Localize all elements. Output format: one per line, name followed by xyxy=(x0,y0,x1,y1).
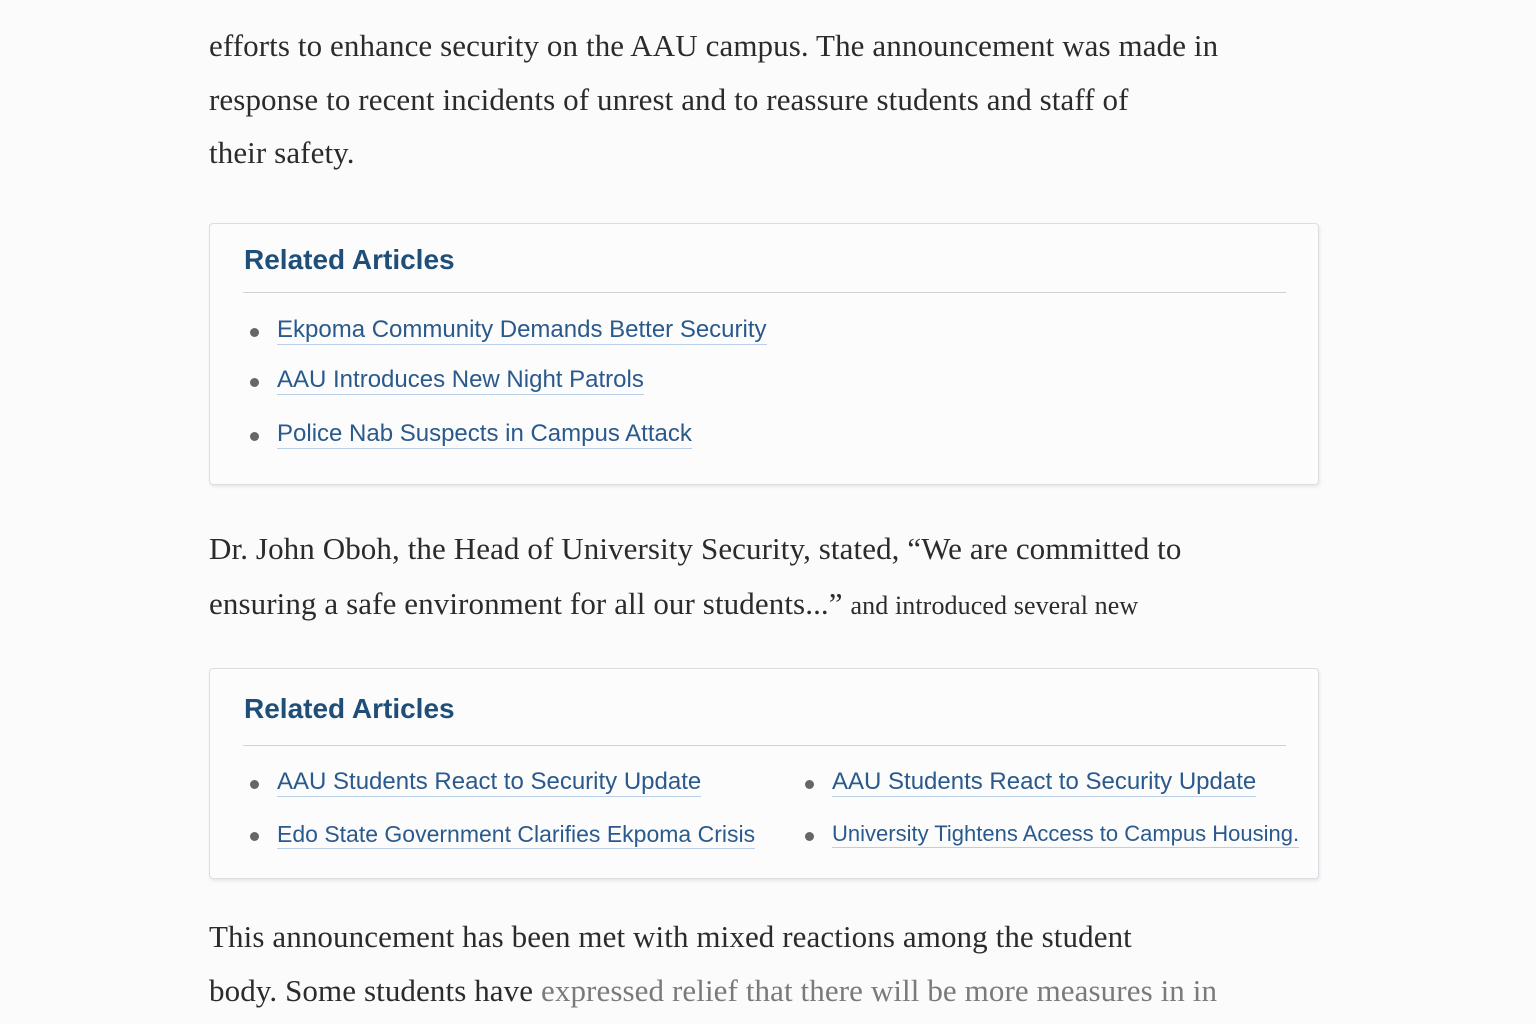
bullet-icon xyxy=(250,780,259,789)
related-link[interactable]: Police Nab Suspects in Campus Attack xyxy=(277,420,692,447)
related-link[interactable]: AAU Students React to Security Update xyxy=(832,768,1257,795)
paragraph-text-tail: and introduced several new xyxy=(850,591,1139,620)
related-link-item xyxy=(277,420,692,448)
related-link-item xyxy=(277,316,767,344)
paragraph-line: response to recent incidents of unrest and to reassure students and staff of xyxy=(209,82,1129,117)
related-link-item xyxy=(277,366,644,394)
paragraph-line: This announcement has been met with mixed reactions among the student xyxy=(209,919,1132,954)
bullet-icon xyxy=(805,780,814,789)
paragraph-line xyxy=(209,586,1138,622)
paragraph-line: Dr. John Oboh, the Head of University Security, stated, “We are committed to xyxy=(209,531,1182,566)
related-link-item xyxy=(277,768,701,796)
related-articles-box xyxy=(209,223,1319,485)
paragraph-line: their safety. xyxy=(209,135,355,170)
related-link[interactable]: AAU Students React to Security Update xyxy=(277,768,702,795)
bullet-icon xyxy=(805,832,814,841)
paragraph-text: ensuring a safe environment for all our students...” xyxy=(209,586,843,621)
bullet-icon xyxy=(250,432,259,441)
bullet-icon xyxy=(250,832,259,841)
related-link[interactable]: AAU Introduces New Night Patrols xyxy=(277,366,644,393)
paragraph-text-faded: expressed relief that there will be more measures in in xyxy=(541,973,1218,1008)
related-articles-heading: Related Articles xyxy=(244,693,455,724)
related-articles-box xyxy=(209,668,1319,879)
related-articles-heading: Related Articles xyxy=(244,244,455,275)
bullet-icon xyxy=(250,328,259,337)
related-link[interactable]: Edo State Government Clarifies Ekpoma Crisis xyxy=(277,821,756,847)
divider xyxy=(243,292,1286,293)
paragraph-line xyxy=(209,973,1217,1009)
related-link-item xyxy=(277,821,755,848)
related-link[interactable]: University Tightens Access to Campus Housing. xyxy=(832,821,1300,846)
bullet-icon xyxy=(250,378,259,387)
related-link[interactable]: Ekpoma Community Demands Better Security xyxy=(277,316,767,343)
divider xyxy=(243,745,1286,746)
related-link-item xyxy=(832,821,1299,847)
paragraph-text: body. Some students have xyxy=(209,973,534,1008)
paragraph-line: efforts to enhance security on the AAU campus. The announcement was made in xyxy=(209,28,1219,63)
related-link-item xyxy=(832,768,1256,796)
